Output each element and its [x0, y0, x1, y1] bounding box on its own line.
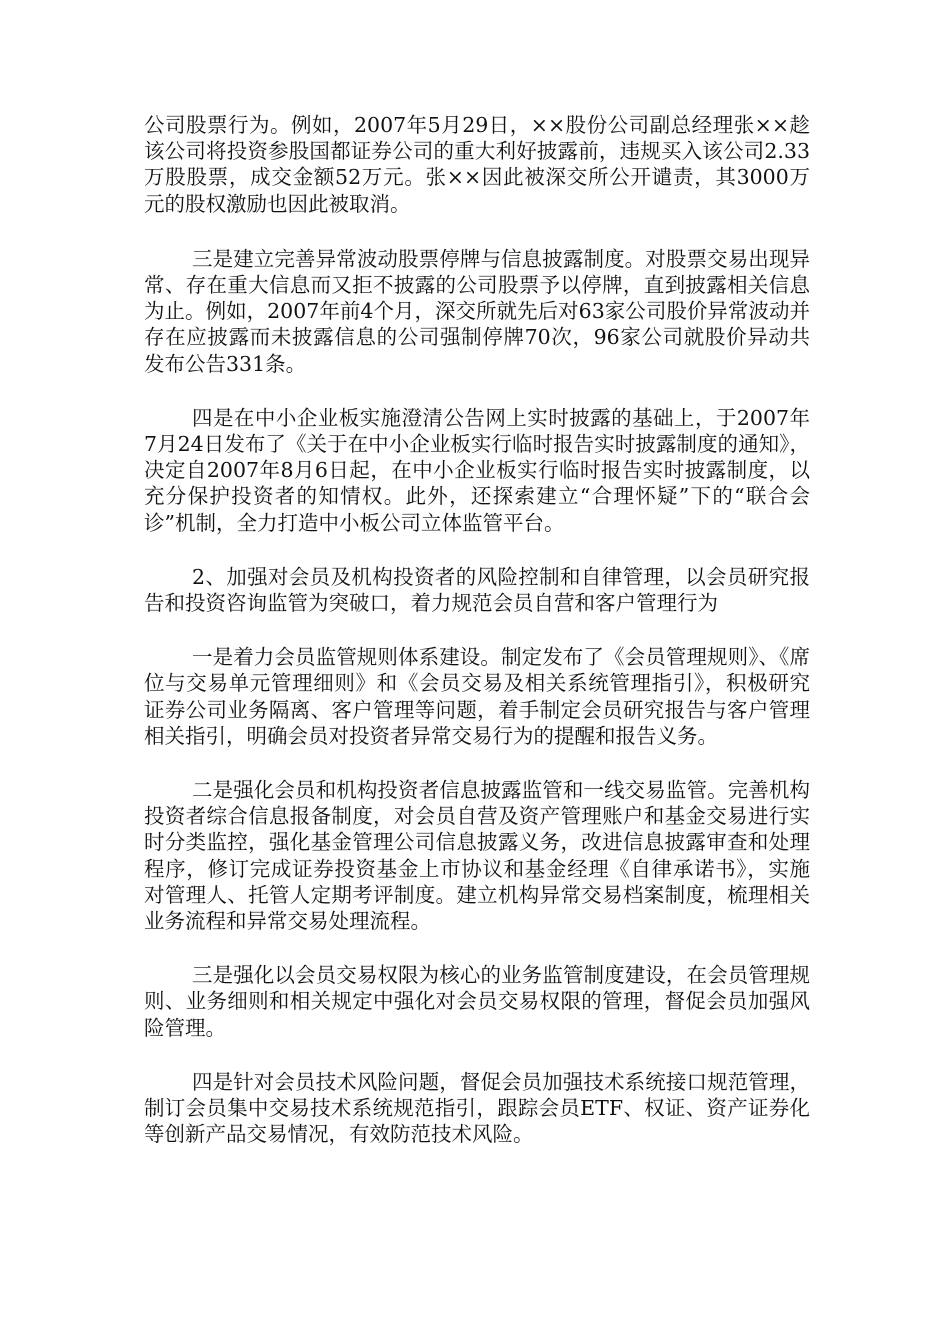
paragraph-8: 四是针对会员技术风险问题，督促会员加强技术系统接口规范管理，制订会员集中交易技术系统规范指引，跟踪会员ETF、权证、资产证券化等创新产品交易情况，有效防范技术风险。 [144, 1069, 810, 1147]
document-page [144, 112, 810, 1176]
paragraph-4: 2、加强对会员及机构投资者的风险控制和自律管理，以会员研究报告和投资咨询监管为突破口，着力规范会员自营和客户管理行为 [144, 564, 810, 616]
paragraph-2: 三是建立完善异常波动股票停牌与信息披露制度。对股票交易出现异常、存在重大信息而又拒不披露的公司股票予以停牌，直到披露相关信息为止。例如，2007年前4个月，深交所就先后对63家公司股价异常波动并存在应披露而未披露信息的公司强制停牌70次，96家公司就股价异动共发布公告331条。 [144, 246, 810, 376]
paragraph-7: 三是强化以会员交易权限为核心的业务监管制度建设，在会员管理规则、业务细则和相关规定中强化对会员交易权限的管理，督促会员加强风险管理。 [144, 963, 810, 1040]
paragraph-1: 公司股票行为。例如，2007年5月29日，××股份公司副总经理张××趁该公司将投资参股国都证券公司的重大利好披露前，违规买入该公司2.33万股股票，成交金额52万元。张××因此被深交所公开谴责，其3000万元的股权激励也因此被取消。 [144, 113, 810, 216]
paragraph-5: 一是着力会员监管规则体系建设。制定发布了《会员管理规则》、《席位与交易单元管理细则》和《会员交易及相关系统管理指引》，积极研究证券公司业务隔离、客户管理等问题，着手制定会员研究报告与客户管理相关指引，明确会员对投资者异常交易行为的提醒和报告义务。 [144, 645, 810, 748]
paragraph-3: 四是在中小企业板实施澄清公告网上实时披露的基础上，于2007年7月24日发布了《关于在中小企业板实行临时报告实时披露制度的通知》，决定自2007年8月6日起，在中小企业板实行临时报告实时披露制度，以充分保护投资者的知情权。此外，还探索建立“合理怀疑”下的“联合会诊”机制，全力打造中小板公司立体监管平台。 [144, 405, 810, 535]
paragraph-6: 二是强化会员和机构投资者信息披露监管和一线交易监管。完善机构投资者综合信息报备制度，对会员自营及资产管理账户和基金交易进行实时分类监控，强化基金管理公司信息披露义务，改进信息披露审查和处理程序，修订完成证券投资基金上市协议和基金经理《自律承诺书》，实施对管理人、托管人定期考评制度。建立机构异常交易档案制度，梳理相关业务流程和异常交易处理流程。 [144, 778, 810, 934]
